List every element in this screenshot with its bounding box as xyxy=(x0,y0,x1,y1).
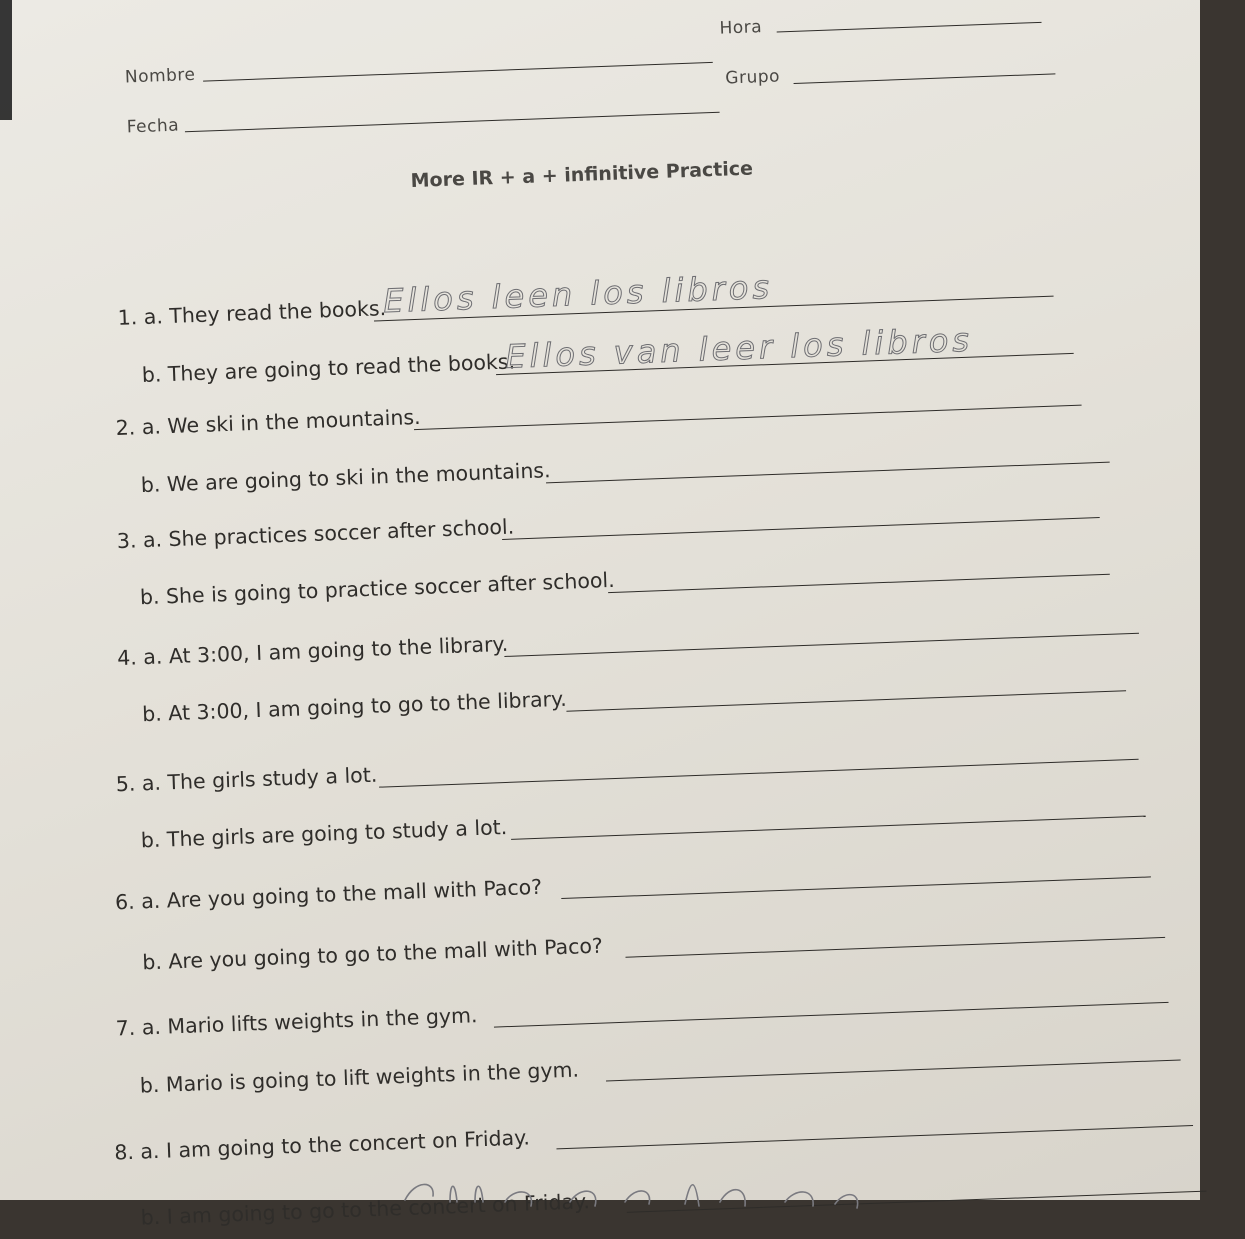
answer-line[interactable] xyxy=(504,633,1139,657)
question-text: 6. a. Are you going to the mall with Paco? xyxy=(114,874,543,915)
answer-line[interactable] xyxy=(379,759,1139,788)
grupo-label: Grupo xyxy=(724,66,781,89)
handwritten-partial-scribble xyxy=(395,1172,865,1212)
question-text: 3. a. She practices soccer after school. xyxy=(116,514,515,554)
question-text: 8. a. I am going to the concert on Friday. xyxy=(113,1125,531,1165)
hora-label: Hora xyxy=(719,17,763,39)
answer-line[interactable] xyxy=(494,1002,1169,1028)
worksheet-title: More IR + a + infinitive Practice xyxy=(410,157,754,193)
question-text: b. We are going to ski in the mountains. xyxy=(140,458,551,498)
answer-line[interactable] xyxy=(556,1125,1193,1149)
answer-line[interactable] xyxy=(546,462,1110,484)
question-text: b. Are you going to go to the mall with Paco? xyxy=(141,933,604,975)
question-row-1a xyxy=(11,266,1211,340)
question-row-8a xyxy=(42,1099,1242,1173)
question-text: 2. a. We ski in the mountains. xyxy=(115,404,421,441)
question-text: b. The girls are going to study a lot. xyxy=(140,814,508,853)
question-text: b. They are going to read the books. xyxy=(141,349,516,388)
question-text: 4. a. At 3:00, I am going to the library. xyxy=(116,631,509,671)
question-row-6a xyxy=(33,849,1233,923)
answer-line[interactable] xyxy=(608,574,1110,593)
hora-field[interactable] xyxy=(777,22,1042,33)
answer-line[interactable] xyxy=(502,517,1100,540)
fecha-label: Fecha xyxy=(126,115,180,138)
question-row-7b xyxy=(40,1033,1240,1107)
question-text: b. She is going to practice soccer after school. xyxy=(139,567,616,610)
nombre-field[interactable] xyxy=(203,62,713,82)
question-text: b. I am going to go to the concert on Friday. xyxy=(140,1189,591,1230)
question-text: 7. a. Mario lifts weights in the gym. xyxy=(115,1003,478,1041)
answer-line[interactable] xyxy=(561,876,1151,899)
answer-line[interactable] xyxy=(566,690,1126,712)
question-row-4b xyxy=(26,663,1226,737)
question-row-5b xyxy=(31,788,1231,862)
answer-line[interactable] xyxy=(625,937,1165,958)
answer-line[interactable] xyxy=(511,816,1146,840)
nombre-label: Nombre xyxy=(124,64,196,88)
question-row-3b xyxy=(22,546,1222,620)
grupo-field[interactable] xyxy=(794,73,1056,84)
handwritten-answer: Ellos van leer los libros xyxy=(504,320,974,376)
question-text: b. At 3:00, I am going to go to the library. xyxy=(141,686,568,727)
handwritten-answer: Ellos leen los libros xyxy=(382,267,774,321)
question-text: 5. a. The girls study a lot. xyxy=(115,762,378,797)
question-text: b. Mario is going to lift weights in the gym. xyxy=(139,1057,580,1098)
answer-line[interactable] xyxy=(414,405,1082,430)
question-row-7a xyxy=(37,975,1237,1049)
question-row-6b xyxy=(35,910,1235,984)
fecha-field[interactable] xyxy=(185,112,720,133)
question-text: 1. a. They read the books. xyxy=(117,296,387,330)
answer-line[interactable] xyxy=(606,1059,1181,1081)
